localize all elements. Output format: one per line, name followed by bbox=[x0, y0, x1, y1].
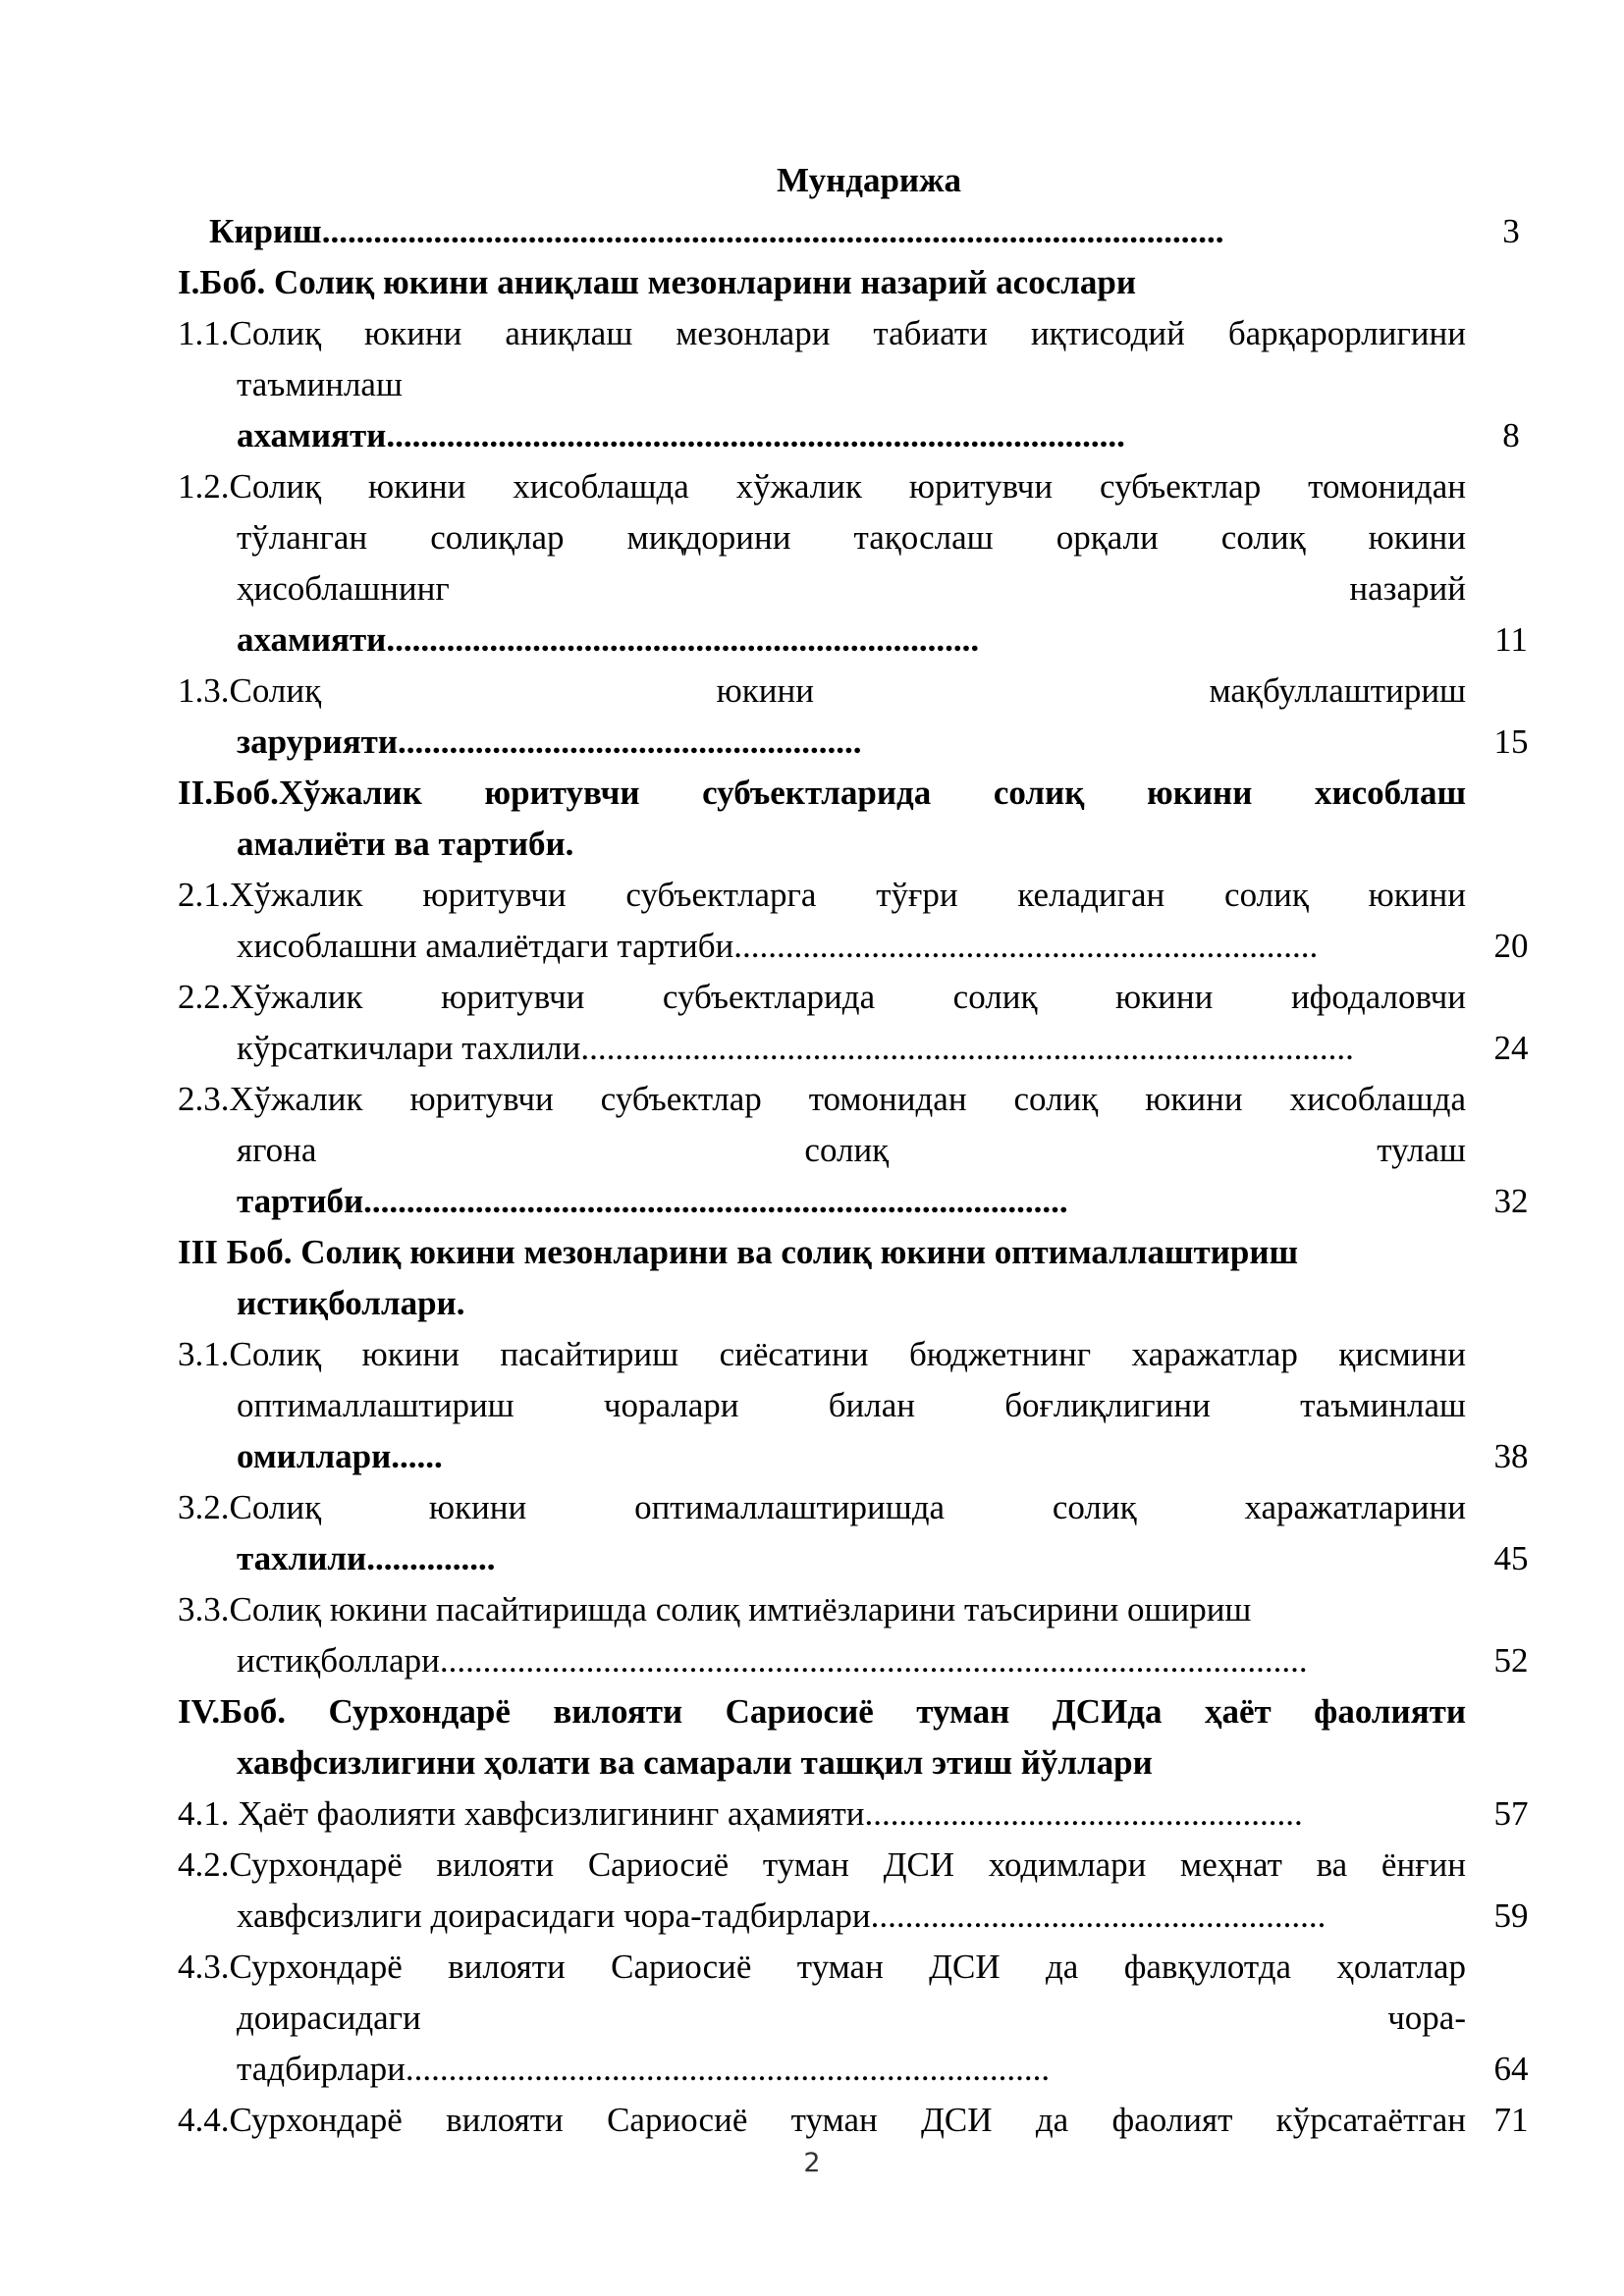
toc-entry-line: 3.1.Солиқ юкини пасайтириш сиёсатини бюджетнинг харажатлар қисмини bbox=[178, 1335, 1466, 1373]
toc-entry-intro: Кириш......................................................................................................... bbox=[209, 212, 1224, 250]
toc-entry-line: тадбирлари........................................................................... bbox=[237, 2050, 1051, 2088]
page-number-footer: 2 bbox=[803, 2148, 821, 2178]
toc-entry-line: 4.3.Сурхондарё вилояти Сариосиё туман ДСИ да фавқулотда ҳолатлар bbox=[178, 1948, 1466, 1986]
toc-page-number: 32 bbox=[1493, 1182, 1529, 1220]
toc-page-number: 20 bbox=[1493, 927, 1529, 965]
toc-entry-line: 2.3.Хўжалик юритувчи субъектлар томонидан солиқ юкини хисоблашда bbox=[178, 1080, 1466, 1118]
toc-entry-line: кўрсаткичлари тахлили.......................................................................................... bbox=[237, 1029, 1354, 1067]
toc-page-number: 71 bbox=[1493, 2101, 1529, 2139]
toc-entry-line: ахамияти...................................................................................... bbox=[237, 416, 1125, 454]
toc-page-number: 57 bbox=[1493, 1794, 1529, 1833]
toc-entry-line: тартиби.................................................................................. bbox=[237, 1182, 1068, 1220]
toc-title: Мундарижа bbox=[777, 161, 961, 199]
toc-entry-line: ахамияти..................................................................... bbox=[237, 620, 980, 659]
toc-entry-line: 3.2.Солиқ юкини оптималлаштиришда солиқ харажатларини bbox=[178, 1488, 1466, 1526]
toc-entry-line: 2.1.Хўжалик юритувчи субъектларга тўғри келадиган солиқ юкини bbox=[178, 876, 1466, 914]
toc-entry-line: зарурияти...................................................... bbox=[237, 722, 862, 761]
toc-page-number: 45 bbox=[1493, 1539, 1529, 1577]
toc-page-number: 15 bbox=[1493, 722, 1529, 761]
toc-chapter-heading: III Боб. Солиқ юкини мезонларини ва солиқ юкини оптималлаштириш bbox=[178, 1233, 1299, 1271]
toc-entry-line: ягона солиқ тулаш bbox=[237, 1131, 1466, 1169]
toc-entry-line: таъминлаш bbox=[237, 365, 403, 403]
toc-entry-line: ҳисоблашнинг назарий bbox=[237, 569, 1466, 608]
toc-page-number: 52 bbox=[1493, 1641, 1529, 1680]
toc-entry-line: 4.1. Ҳаёт фаолияти хавфсизлигининг аҳамияти................................................... bbox=[178, 1794, 1303, 1833]
toc-chapter-heading: амалиёти ва тартиби. bbox=[237, 825, 574, 863]
toc-entry-line: 1.3.Солиқ юкини мақбуллаштириш bbox=[178, 671, 1466, 710]
toc-chapter-heading: I.Боб. Солиқ юкини аниқлаш мезонларини назарий асослари bbox=[178, 263, 1137, 301]
toc-page-number: 59 bbox=[1493, 1896, 1529, 1935]
toc-chapter-heading: II.Боб.Хўжалик юритувчи субъектларида солиқ юкини хисоблаш bbox=[178, 774, 1466, 812]
toc-entry-line: доирасидаги чора- bbox=[237, 1999, 1466, 2037]
toc-entry-line: тўланган солиқлар миқдорини тақослаш орқали солиқ юкини bbox=[237, 518, 1466, 557]
toc-entry-line: оптималлаштириш чоралари билан боғлиқлигини таъминлаш bbox=[237, 1386, 1466, 1424]
toc-entry-line: 4.2.Сурхондарё вилояти Сариосиё туман ДСИ ходимлари меҳнат ва ёнғин bbox=[178, 1845, 1466, 1884]
toc-entry-line: 2.2.Хўжалик юритувчи субъектларида солиқ юкини ифодаловчи bbox=[178, 978, 1466, 1016]
toc-chapter-heading: IV.Боб. Сурхондарё вилояти Сариосиё туман ДСИда ҳаёт фаолияти bbox=[178, 1692, 1466, 1731]
toc-entry-line: тахлили............... bbox=[237, 1539, 496, 1577]
toc-entry-line: истиқболлари..................................................................................................... bbox=[237, 1641, 1308, 1680]
toc-entry-line: омиллари...... bbox=[237, 1437, 443, 1475]
toc-entry-line: 1.1.Солиқ юкини аниқлаш мезонлари табиати иқтисодий барқарорлигини bbox=[178, 314, 1466, 352]
toc-entry-line: 1.2.Солиқ юкини хисоблашда хўжалик юритувчи субъектлар томонидан bbox=[178, 467, 1466, 506]
toc-page-number: 11 bbox=[1494, 620, 1528, 659]
toc-page-number: 38 bbox=[1493, 1437, 1529, 1475]
toc-page-number: 8 bbox=[1502, 416, 1520, 454]
toc-page-number: 3 bbox=[1502, 212, 1520, 250]
toc-page-number: 24 bbox=[1493, 1029, 1529, 1067]
toc-entry-line: хавфсизлиги доирасидаги чора-тадбирлари..................................................... bbox=[237, 1896, 1326, 1935]
toc-entry-line: хисоблашни амалиётдаги тартиби.................................................................... bbox=[237, 927, 1319, 965]
toc-page-number: 64 bbox=[1493, 2050, 1529, 2088]
toc-chapter-heading: хавфсизлигини ҳолати ва самарали ташқил этиш йўллари bbox=[237, 1743, 1153, 1782]
toc-entry-line: 3.3.Солиқ юкини пасайтиришда солиқ имтиёзларини таъсирини ошириш bbox=[178, 1590, 1252, 1629]
toc-chapter-heading: истиқболлари. bbox=[237, 1284, 465, 1322]
toc-entry-line: 4.4.Сурхондарё вилояти Сариосиё туман ДСИ да фаолият кўрсатаётган bbox=[178, 2101, 1466, 2139]
